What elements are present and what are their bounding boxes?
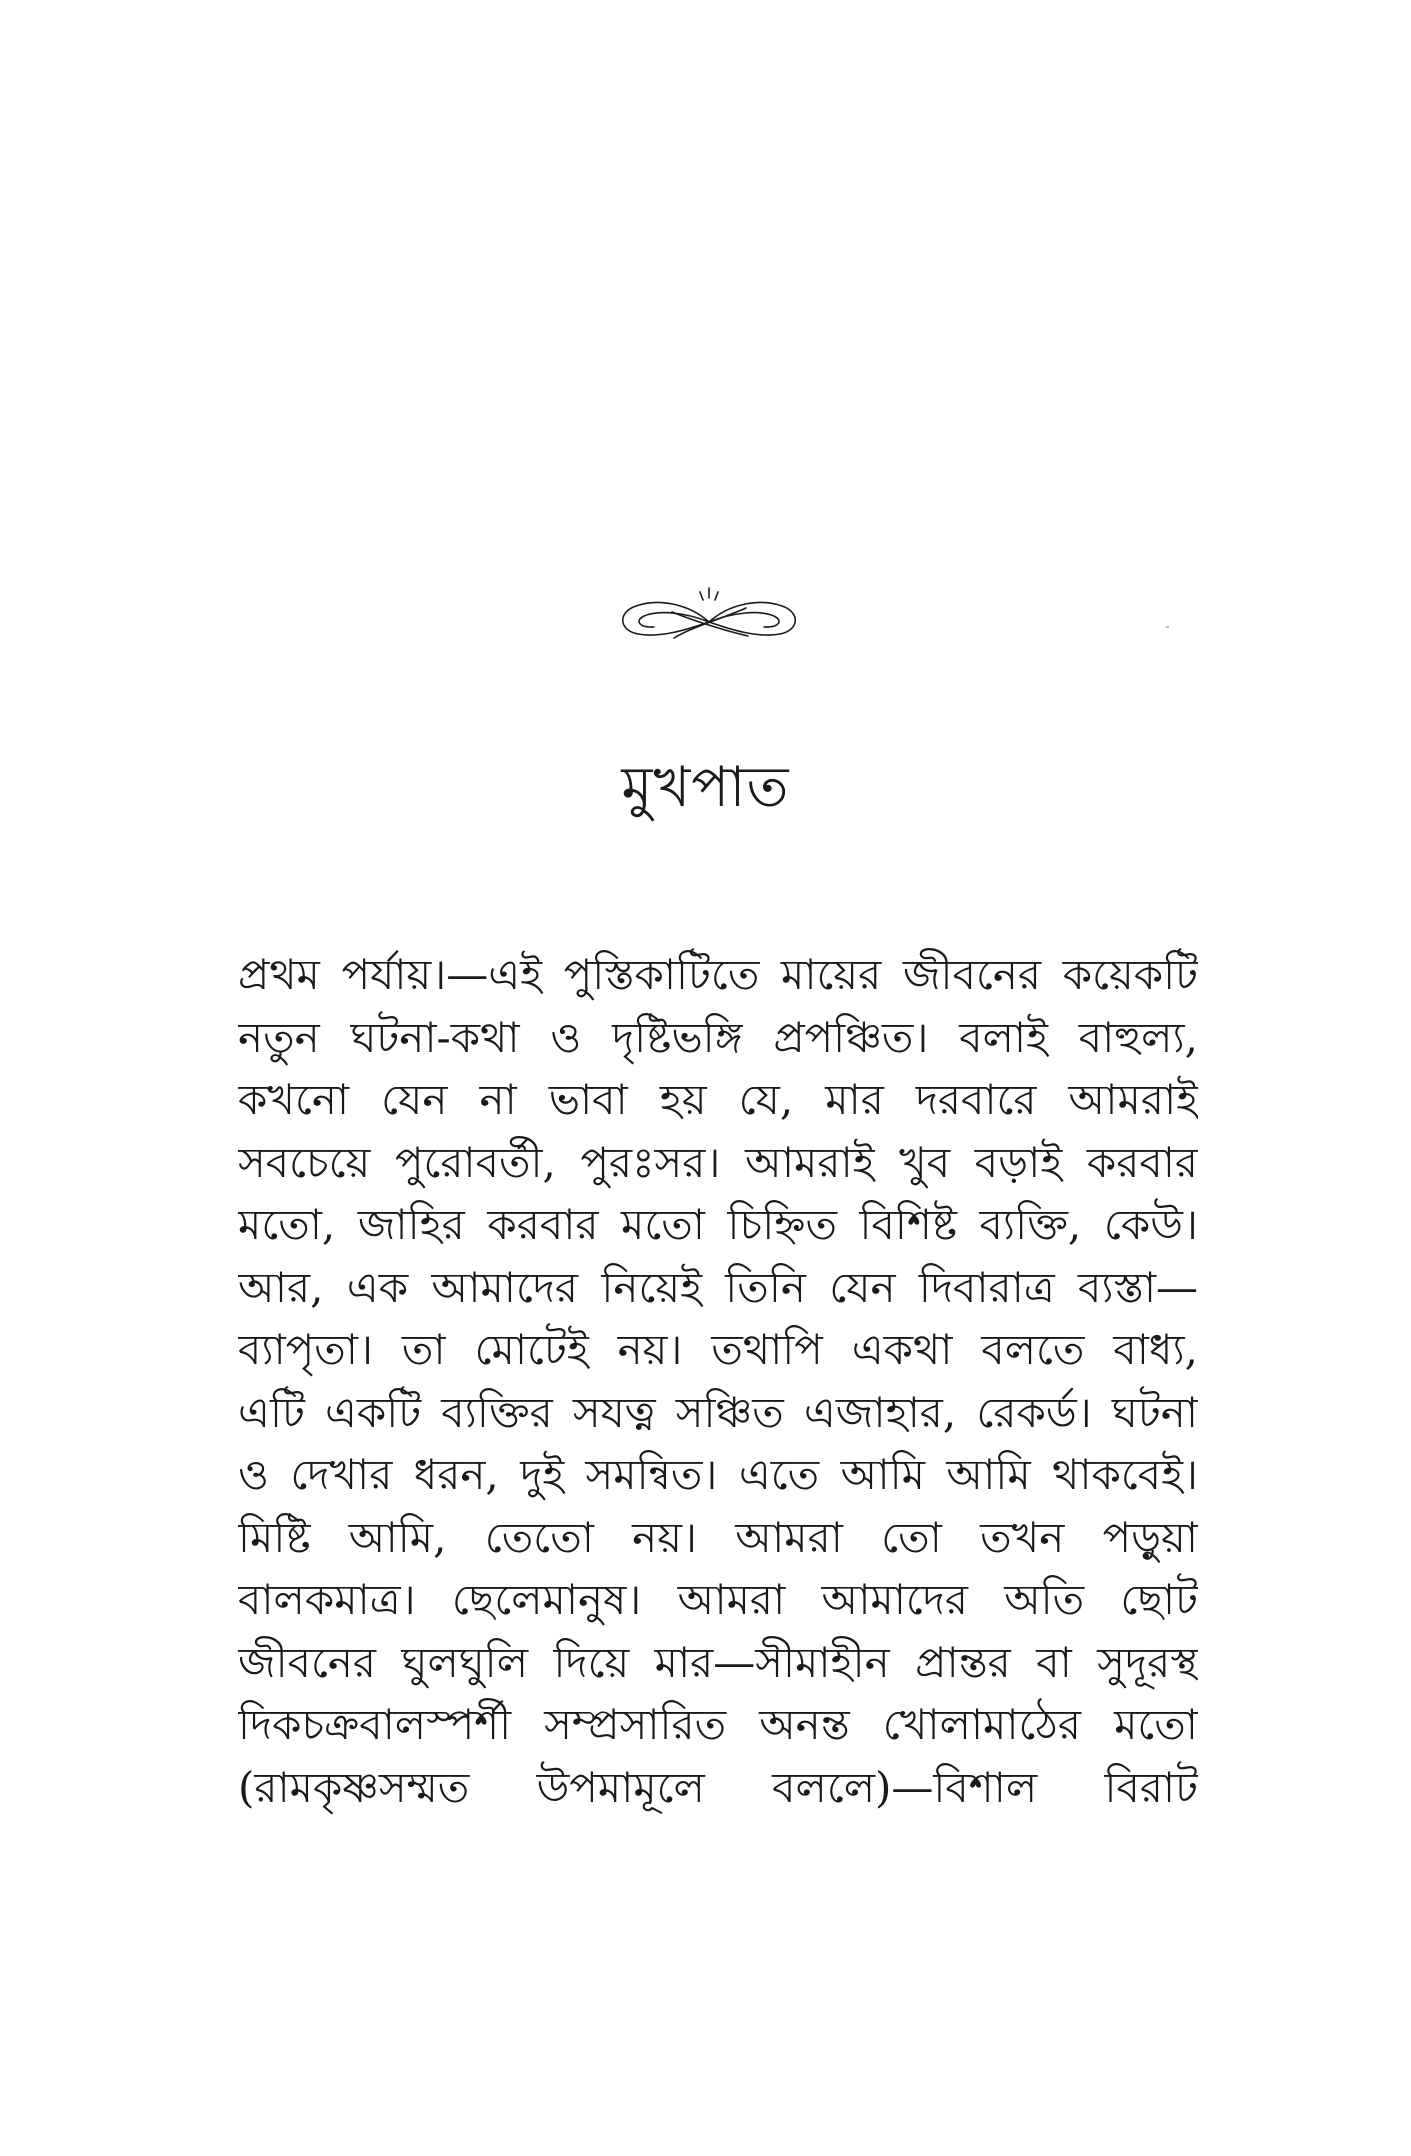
page-title: মুখপাত <box>621 755 790 820</box>
text-line: জীবনের ঘুলঘুলি দিয়ে মার—সীমাহীন প্রান্তর বা সুদূরস্থ <box>238 1637 1198 1687</box>
text-line: প্রথম পর্যায়।—এই পুস্তিকাটিতে মায়ের জীবনের কয়েকটি <box>238 950 1198 999</box>
text-line: এটি একটি ব্যক্তির সযত্ন সঞ্চিত এজাহার, রেকর্ড। ঘটনা <box>238 1387 1198 1437</box>
print-speck <box>1166 626 1169 628</box>
text-line: (রামকৃষ্ণসম্মত উপমামূলে বললে)—বিশাল বিরাট <box>238 1762 1198 1812</box>
flourish-ornament-icon <box>614 578 804 656</box>
text-line: মতো, জাহির করবার মতো চিহ্নিত বিশিষ্ট ব্যক্তি, কেউ। <box>238 1200 1198 1249</box>
text-line: দিকচক্রবালস্পর্শী সম্প্রসারিত অনন্ত খোলামাঠের মতো <box>238 1700 1198 1749</box>
text-line: ব্যাপৃতা। তা মোটেই নয়। তথাপি একথা বলতে বাধ্য, <box>238 1325 1198 1374</box>
text-line: কখনো যেন না ভাবা হয় যে, মার দরবারে আমরাই <box>238 1075 1198 1124</box>
text-line: বালকমাত্র। ছেলেমানুষ। আমরা আমাদের অতি ছোট <box>238 1575 1198 1624</box>
text-line: ও দেখার ধরন, দুই সমন্বিত। এতে আমি আমি থাকবেই। <box>238 1450 1198 1499</box>
body-paragraph <box>238 944 1198 1819</box>
text-line: আর, এক আমাদের নিয়েই তিনি যেন দিবারাত্র ব্যস্তা— <box>238 1262 1198 1312</box>
text-line: মিষ্টি আমি, তেতো নয়। আমরা তো তখন পড়ুয়া <box>238 1512 1198 1562</box>
text-line: সবচেয়ে পুরোবর্তী, পুরঃসর। আমরাই খুব বড়াই করবার <box>238 1137 1198 1187</box>
text-line: নতুন ঘটনা-কথা ও দৃষ্টিভঙ্গি প্রপঞ্চিত। বলাই বাহুল্য, <box>238 1012 1198 1062</box>
